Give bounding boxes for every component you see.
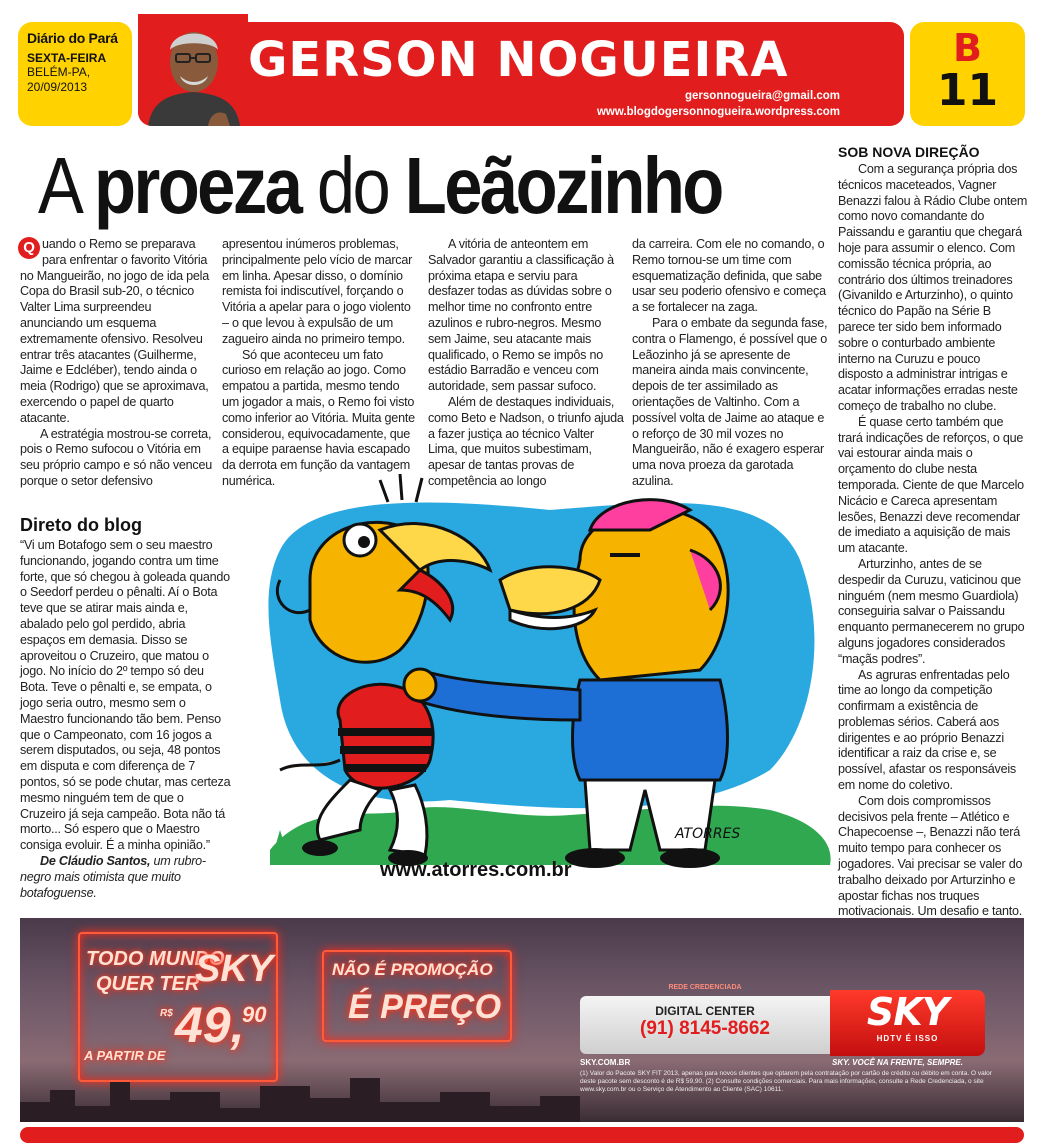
sky-logo: SKY [866,990,949,1034]
neon1-line2: QUER TER [96,973,200,995]
article-paragraph: Além de destaques individuais, como Beto e Nadson, o triunfo ajuda a fazer justiça ao técnico Valter Lima, que muitos subestimam, apesar de tantas provas de competência ao longo [428,394,624,488]
article-paragraph: da carreira. Com ele no comando, o Remo tornou-se um time com esquematização definida, que sabe usar seu poderio ofensivo e começa a se fortalecer na zaga. [632,237,826,315]
cartoon-illustration [250,470,835,890]
article-paragraph: uando o Remo se preparava para enfrentar o favorito Vitória no Mangueirão, no jogo de ida pela Copa do Brasil sub-20, o técnico Valter Lima surpreendeu anunciando um esquema extremamente ofensivo. Resolveu entrar três atacantes (Guilherme, Jaime e Edcléber), tendo ainda o meia (Rodrigo) que se aproximava, exercendo o papel de quarto atacante. [20,237,209,425]
dealer-name: DIGITAL CENTER [655,1004,755,1018]
section-page-box [910,22,1025,126]
columnist-blog-url[interactable]: www.blogdogersonnogueira.wordpress.com [596,106,840,118]
sky-logo-tag: HDTV É ISSO [876,1034,939,1043]
article-headline [38,140,722,232]
ad-site[interactable]: SKY.COM.BR [580,1058,631,1067]
article-column-2 [222,237,418,490]
article-paragraph: A vitória de anteontem em Salvador garantiu a classificação à próxima etapa e serviu para desfazer todas as dúvidas sobre o melhor time no confronto entre azulinos e rubro-negros. Mesmo sem Jaime, seu atacante mais qualificado, o Remo se impôs no estádio Barradão e venceu com autoridade, sem passar sufoco. [428,237,614,394]
columnist-photo [138,14,248,126]
sidebar-paragraph: É quase certo também que trará indicações de reforços, o que vai estourar ainda mais o orçamento do clube nesta temporada. Ciente de que Marcelo Nicácio e Careca apresentam lesões, Benazzi deve recomendar de imediato a aquisição de mais um atacante. [838,414,1024,556]
blog-author-desc: um rubro-negro mais otimista que muito botafoguense. [20,853,206,900]
drop-cap: Q [18,237,40,259]
ad-slogan: SKY. VOCÊ NA FRENTE, SEMPRE. [832,1058,963,1067]
network-label: REDE CREDENCIADA [668,984,742,991]
cartoon-signature: ATORRES [675,826,741,842]
blog-quote [20,538,232,901]
headline-part-3: do [300,141,405,230]
sky-advertisement[interactable] [20,918,1024,1122]
headline-part-1: A [38,141,95,230]
neon1-currency: R$ [160,1008,173,1019]
columnist-name: GERSON NOGUEIRA [248,32,789,88]
city: BELÉM-PA, [27,65,91,79]
article-paragraph: apresentou inúmeros problemas, principalmente pelo vício de marcar em linha. Apesar disso, o domínio remista foi indiscutível, forçando o Vitória a apelar para o jogo violento – o que levou à expulsão de um zagueiro ainda no primeiro tempo. [222,237,413,346]
neon1-from: A PARTIR DE [84,1048,166,1063]
footer-bar [20,1127,1024,1143]
cartoon-url[interactable]: www.atorres.com.br [380,859,572,881]
sky-logo-box [830,990,985,1056]
columnist-email[interactable]: gersonnogueira@gmail.com [685,90,840,102]
neon1-price: 49, [175,997,245,1053]
blog-quote-text: “Vi um Botafogo sem o seu maestro funcionando, jogando contra um time forte, que só chegou à goleada quando o Seedorf perdeu o pênalti. Aí o Bota teve que se atirar mais ainda e, abalado pelo gol perdido, abria espaços em demasia. Disso se aproveitou o Cruzeiro, que matou o jogo. No início do 2º tempo só deu Bota. Teve o pênalti e, se empata, o jogo seria outro, mesmo sem o Maestro funcionando tão bem. Penso que o Campeonato, com 16 jogos a serem disputados, ou seja, 48 pontos em disputa e com diferença de 7 pontos, só se pode chutar, mas certeza mesmo ninguém tem de que o Cruzeiro já seja campeão. Bota não tá morto... Só espero que o Maestro consiga evoluir. É a minha opinião.” [20,538,231,853]
headline-part-4: Leãozinho [404,141,722,230]
neon2-line2: É PREÇO [348,988,502,1026]
dealer-box[interactable] [580,984,830,1054]
sidebar-paragraph: Com a segurança própria dos técnicos maceteados, Vagner Benazzi falou à Rádio Clube ontem como novo comandante do Paissandu e garantiu que chegará hoje para assumir o elenco. Com comissão técnica própria, ao contrário dos últimos treinadores (Givanildo e Arturzinho), o quinto técnico do Papão na Série B parece ter sido bem informado sobre o conturbado ambiente interno na Curuzu e pouco disposto a administrar intrigas e acatar informações erradas neste começo de trabalho no clube. [838,162,1028,413]
blog-section-title: Direto do blog [20,515,142,535]
article-paragraph: Para o embate da segunda fase, contra o Flamengo, é possível que o Leãozinho já se apresente de maneira ainda mais convincente, depois de ter assimilado as orientações de Valtinho. Com a possível volta de Jaime ao ataque e o reforço de 30 mil vozes no Mangueirão, não é exagero esperar uma nova proeza da garotada azulina. [632,315,828,488]
neon1-line1: TODO MUNDO [86,948,225,970]
section-letter: B [953,26,982,70]
article-column-1 [20,237,215,490]
sidebar-paragraph: Com dois compromissos decisivos pela frente – Atlético e Chapecoense –, Benazzi não terá muito tempo para conhecer os jogadores. Vai precisar se valer do trabalho deixado por Arturzinho e apostar fichas nos truques motivacionais. Um desafio e tanto. [838,793,1023,919]
dealer-phone[interactable]: (91) 8145-8662 [640,1018,770,1039]
neon1-brand: SKY [195,948,274,990]
neon2-line1: NÃO É PROMOÇÃO [332,960,493,979]
newspaper-name: Diário do Pará [27,30,118,46]
article-paragraph: A estratégia mostrou-se correta, pois o Remo sufocou o Vitória em seu próprio campo e só não venceu porque o setor defensivo [20,426,212,488]
article-column-4 [632,237,828,490]
sidebar-title: SOB NOVA DIREÇÃO [838,144,980,160]
weekday: SEXTA-FEIRA [27,51,107,65]
sidebar-paragraph: Arturzinho, antes de se despedir da Curuzu, vaticinou que ninguém (nem mesmo Guardiola) conseguiria salvar o Paissandu enquanto permanecerem no grupo alguns jogadores considerados “maçãs podres”. [838,556,1025,666]
ad-fine-print: (1) Valor do Pacote SKY FIT 2013, apenas para novos clientes que optarem pela contratação por cartão de crédito ou débito em conta. O valor deste pacote sem desconto é de R$ 59,90. (2) Consulte condições comerciais. Para mais informações, consulte a Rede Credenciada, o site www.sky.com.br ou o Serviço de Atendimento ao Cliente (SAC) 10611. [580,1070,992,1093]
blog-author: De Cláudio Santos, [40,853,151,868]
publication-date: 20/09/2013 [27,80,88,94]
masthead-date-box [18,22,132,126]
article-paragraph: Só que aconteceu um fato curioso em relação ao jogo. Como empatou a partida, mesmo tendo um jogador a mais, o Remo foi visto como inferior ao Vitória. Muita gente considerou, equivocadamente, que a equipe paraense havia escapado da derrota em função da vantagem numérica. [222,347,415,488]
article-column-3 [428,237,624,490]
sidebar-column [838,162,1028,920]
city-skyline [20,1062,580,1122]
neon1-cents: 90 [242,1002,267,1027]
headline-part-2: proeza [94,141,301,230]
sidebar-paragraph: As agruras enfrentadas pelo time ao longo da competição confirmam a existência de problemas sérios. Caberá aos dirigentes e ao próprio Benazzi identificar a raiz da crise e, se possível, afastar os responsáveis em nome do coletivo. [838,667,1016,793]
page-number: 11 [936,65,999,116]
